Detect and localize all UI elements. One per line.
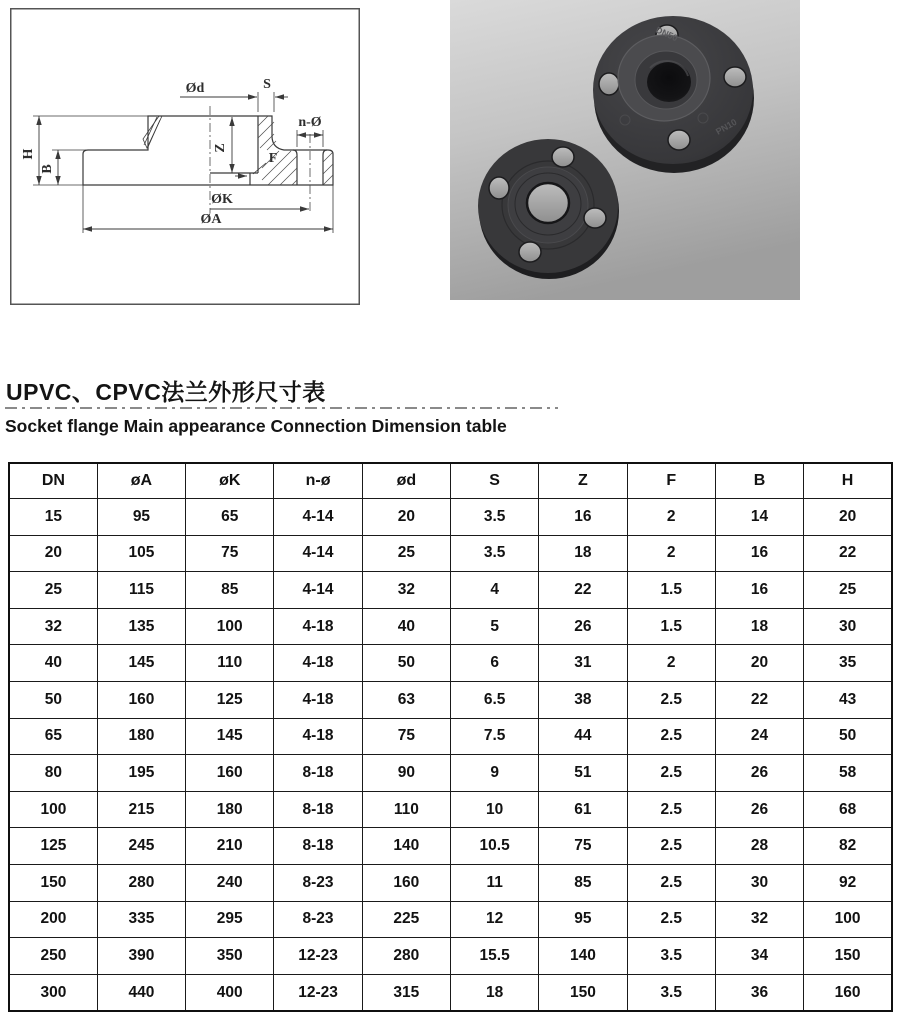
table-cell: 85	[539, 864, 627, 901]
table-cell: 160	[362, 864, 450, 901]
flange-photo-large	[593, 16, 754, 173]
flange-photo-small	[478, 139, 619, 279]
table-cell: 22	[804, 535, 892, 572]
table-cell: 20	[362, 499, 450, 536]
table-cell: 145	[186, 718, 274, 755]
table-cell: 3.5	[627, 938, 715, 975]
table-cell: 32	[715, 901, 803, 938]
table-cell: 6	[450, 645, 538, 682]
table-cell: 2.5	[627, 755, 715, 792]
column-header-z: Z	[539, 463, 627, 499]
table-cell: 300	[9, 974, 97, 1011]
table-cell: 31	[539, 645, 627, 682]
table-cell: 195	[97, 755, 185, 792]
table-cell: 160	[804, 974, 892, 1011]
table-cell: 18	[715, 608, 803, 645]
table-cell: 100	[804, 901, 892, 938]
table-cell: 75	[539, 828, 627, 865]
table-cell: 25	[362, 535, 450, 572]
table-cell: 4	[450, 572, 538, 609]
table-cell: 2	[627, 535, 715, 572]
dim-label-s: S	[263, 77, 271, 92]
table-cell: 250	[9, 938, 97, 975]
table-cell: 20	[715, 645, 803, 682]
table-cell: 150	[9, 864, 97, 901]
table-cell: 1.5	[627, 572, 715, 609]
table-cell: 11	[450, 864, 538, 901]
table-cell: 8-18	[274, 828, 362, 865]
table-cell: 4-14	[274, 572, 362, 609]
table-cell: 38	[539, 681, 627, 718]
table-cell: 50	[362, 645, 450, 682]
dim-label-od: Ød	[185, 81, 205, 96]
table-cell: 140	[362, 828, 450, 865]
table-cell: 35	[804, 645, 892, 682]
table-cell: 3.5	[450, 499, 538, 536]
table-cell: 8-18	[274, 791, 362, 828]
column-header-f: F	[627, 463, 715, 499]
column-header-k: øK	[186, 463, 274, 499]
table-cell: 85	[186, 572, 274, 609]
table-row	[9, 608, 892, 645]
table-cell: 40	[362, 608, 450, 645]
table-cell: 100	[186, 608, 274, 645]
page-subtitle: Socket flange Main appearance Connection Dimension table	[5, 416, 507, 436]
table-cell: 75	[362, 718, 450, 755]
table-cell: 18	[450, 974, 538, 1011]
table-cell: 10.5	[450, 828, 538, 865]
table-cell: 22	[539, 572, 627, 609]
table-cell: 5	[450, 608, 538, 645]
dim-label-z: Z	[213, 143, 228, 153]
table-cell: 51	[539, 755, 627, 792]
table-row	[9, 938, 892, 975]
column-header-a: øA	[97, 463, 185, 499]
table-cell: 58	[804, 755, 892, 792]
table-cell: 90	[362, 755, 450, 792]
table-cell: 75	[186, 535, 274, 572]
table-cell: 3.5	[627, 974, 715, 1011]
table-cell: 4-18	[274, 681, 362, 718]
dim-label-no: n-Ø	[298, 115, 322, 130]
table-cell: 4-18	[274, 718, 362, 755]
table-cell: 43	[804, 681, 892, 718]
column-header-h: H	[804, 463, 892, 499]
table-cell: 350	[186, 938, 274, 975]
column-header-dn: DN	[9, 463, 97, 499]
table-row	[9, 755, 892, 792]
table-row	[9, 974, 892, 1011]
table-cell: 16	[715, 535, 803, 572]
dim-label-h: H	[21, 148, 36, 160]
table-cell: 2.5	[627, 718, 715, 755]
flange-marking-top: DN50	[654, 24, 680, 44]
table-cell: 68	[804, 791, 892, 828]
table-cell: 15	[9, 499, 97, 536]
column-header-n: n-ø	[274, 463, 362, 499]
table-cell: 14	[715, 499, 803, 536]
table-cell: 10	[450, 791, 538, 828]
table-cell: 7.5	[450, 718, 538, 755]
table-cell: 135	[97, 608, 185, 645]
table-cell: 2	[627, 499, 715, 536]
table-cell: 4-14	[274, 499, 362, 536]
table-cell: 335	[97, 901, 185, 938]
table-cell: 50	[804, 718, 892, 755]
table-cell: 6.5	[450, 681, 538, 718]
table-cell: 160	[186, 755, 274, 792]
dimension-table	[8, 462, 893, 1012]
table-cell: 390	[97, 938, 185, 975]
dash-dot-divider	[5, 407, 558, 409]
table-row	[9, 901, 892, 938]
table-header	[9, 463, 892, 499]
table-cell: 400	[186, 974, 274, 1011]
table-cell: 100	[9, 791, 97, 828]
table-cell: 16	[715, 572, 803, 609]
flange-marking-bottom: PN10	[714, 116, 739, 137]
table-cell: 34	[715, 938, 803, 975]
table-cell: 28	[715, 828, 803, 865]
table-cell: 61	[539, 791, 627, 828]
table-cell: 2	[627, 645, 715, 682]
page-title: UPVC、CPVC法兰外形尺寸表	[6, 379, 326, 405]
table-cell: 8-23	[274, 901, 362, 938]
table-cell: 80	[9, 755, 97, 792]
table-cell: 40	[9, 645, 97, 682]
table-cell: 210	[186, 828, 274, 865]
table-cell: 18	[539, 535, 627, 572]
table-cell: 95	[97, 499, 185, 536]
flange-product-photo	[450, 0, 800, 300]
table-cell: 280	[362, 938, 450, 975]
table-cell: 32	[9, 608, 97, 645]
table-cell: 30	[715, 864, 803, 901]
table-cell: 30	[804, 608, 892, 645]
table-cell: 2.5	[627, 681, 715, 718]
table-cell: 180	[186, 791, 274, 828]
dim-label-b: B	[40, 164, 55, 174]
table-cell: 245	[97, 828, 185, 865]
table-cell: 8-18	[274, 755, 362, 792]
table-row	[9, 499, 892, 536]
table-cell: 44	[539, 718, 627, 755]
table-cell: 20	[804, 499, 892, 536]
column-header-b: B	[715, 463, 803, 499]
table-cell: 125	[186, 681, 274, 718]
table-row	[9, 864, 892, 901]
table-cell: 12-23	[274, 974, 362, 1011]
table-cell: 25	[804, 572, 892, 609]
table-cell: 1.5	[627, 608, 715, 645]
table-cell: 26	[715, 791, 803, 828]
table-cell: 105	[97, 535, 185, 572]
table-cell: 440	[97, 974, 185, 1011]
table-cell: 150	[804, 938, 892, 975]
table-cell: 215	[97, 791, 185, 828]
table-cell: 92	[804, 864, 892, 901]
table-cell: 15.5	[450, 938, 538, 975]
table-body	[9, 499, 892, 1012]
table-cell: 2.5	[627, 828, 715, 865]
table-cell: 115	[97, 572, 185, 609]
dim-label-ok: ØK	[211, 192, 233, 207]
table-cell: 180	[97, 718, 185, 755]
table-cell: 22	[715, 681, 803, 718]
table-cell: 26	[539, 608, 627, 645]
table-cell: 160	[97, 681, 185, 718]
dim-label-f: F	[268, 151, 278, 166]
table-cell: 25	[9, 572, 97, 609]
table-cell: 50	[9, 681, 97, 718]
table-cell: 20	[9, 535, 97, 572]
table-cell: 4-14	[274, 535, 362, 572]
table-cell: 4-18	[274, 608, 362, 645]
table-cell: 145	[97, 645, 185, 682]
table-cell: 110	[362, 791, 450, 828]
table-cell: 315	[362, 974, 450, 1011]
flange-technical-drawing	[10, 8, 360, 305]
table-row	[9, 535, 892, 572]
table-cell: 26	[715, 755, 803, 792]
table-cell: 225	[362, 901, 450, 938]
table-row	[9, 828, 892, 865]
table-cell: 12	[450, 901, 538, 938]
table-cell: 65	[186, 499, 274, 536]
table-cell: 2.5	[627, 901, 715, 938]
table-cell: 295	[186, 901, 274, 938]
table-cell: 240	[186, 864, 274, 901]
table-cell: 32	[362, 572, 450, 609]
column-header-d: ød	[362, 463, 450, 499]
table-cell: 110	[186, 645, 274, 682]
table-row	[9, 645, 892, 682]
table-row	[9, 572, 892, 609]
table-cell: 140	[539, 938, 627, 975]
column-header-s: S	[450, 463, 538, 499]
table-cell: 3.5	[450, 535, 538, 572]
table-cell: 2.5	[627, 864, 715, 901]
table-cell: 65	[9, 718, 97, 755]
table-row	[9, 791, 892, 828]
table-cell: 4-18	[274, 645, 362, 682]
table-cell: 24	[715, 718, 803, 755]
table-cell: 200	[9, 901, 97, 938]
table-cell: 95	[539, 901, 627, 938]
table-header-row	[9, 463, 892, 499]
table-cell: 12-23	[274, 938, 362, 975]
table-cell: 280	[97, 864, 185, 901]
table-row	[9, 681, 892, 718]
table-cell: 150	[539, 974, 627, 1011]
table-cell: 2.5	[627, 791, 715, 828]
table-cell: 125	[9, 828, 97, 865]
drawing-border	[11, 9, 360, 305]
table-cell: 9	[450, 755, 538, 792]
table-cell: 8-23	[274, 864, 362, 901]
table-cell: 82	[804, 828, 892, 865]
table-row	[9, 718, 892, 755]
table-cell: 16	[539, 499, 627, 536]
dim-label-oa: ØA	[200, 212, 222, 227]
table-cell: 63	[362, 681, 450, 718]
table-cell: 36	[715, 974, 803, 1011]
